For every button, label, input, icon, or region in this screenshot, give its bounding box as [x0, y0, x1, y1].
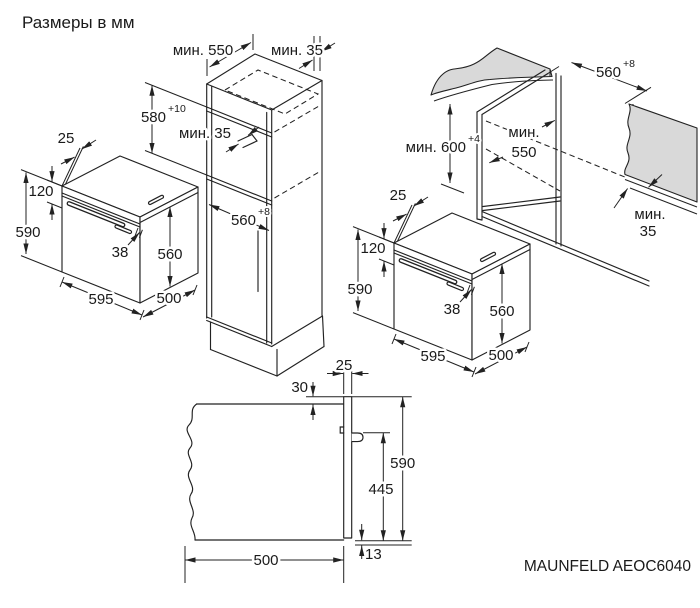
dim-oven-panel-height: 120 — [360, 240, 386, 257]
dim-oven-total-height: 590 — [347, 281, 373, 298]
dim-column-niche-width-tol: +8 — [258, 206, 270, 218]
dim-oven-panel-height: 120 — [28, 183, 54, 200]
dim-uc-worktop-height-tol: +4 — [468, 133, 480, 145]
dim-sv-body-depth: 500 — [253, 552, 279, 569]
dim-column-niche-width: 560 — [230, 212, 256, 229]
dim-uc-niche-width: 560 — [595, 64, 621, 81]
dim-uc-worktop-height: мин. 600 — [405, 139, 466, 156]
dim-oven-body-height: 560 — [157, 246, 183, 263]
dim-sv-handle-to-bottom: 445 — [368, 481, 394, 498]
dim-oven-handle-depth: 38 — [111, 244, 129, 261]
dim-uc-niche-depth-value: 550 — [511, 144, 537, 161]
rear-wall-panel — [625, 104, 697, 202]
oven-isometric-left — [15, 130, 198, 320]
dim-uc-rear-gap-value: 35 — [639, 223, 657, 240]
dim-uc-rear-gap-label: мин. — [634, 206, 666, 223]
drawing-title: Размеры в мм — [22, 13, 135, 32]
dim-oven-width: 595 — [420, 348, 446, 365]
dim-sv-top-overhang: 30 — [291, 379, 308, 396]
side-section-diagram — [185, 357, 415, 583]
dim-oven-handle-depth: 38 — [443, 301, 461, 318]
dim-oven-body-height: 560 — [489, 303, 515, 320]
dim-oven-body-depth: 500 — [488, 347, 514, 364]
dim-uc-niche-width-tol: +8 — [623, 58, 635, 70]
dim-sv-total-height: 590 — [390, 455, 416, 472]
dim-oven-front-overhang: 25 — [57, 130, 75, 147]
model-caption: MAUNFELD AEOC6040 — [523, 558, 691, 575]
dim-oven-front-overhang: 25 — [389, 187, 407, 204]
dim-uc-niche-depth-label: мин. — [508, 124, 540, 141]
dim-oven-total-height: 590 — [15, 224, 41, 241]
dim-oven-width: 595 — [88, 291, 114, 308]
dim-oven-body-depth: 500 — [156, 290, 182, 307]
dim-column-vent-gap: мин. 35 — [179, 125, 231, 142]
dim-sv-door-thickness: 25 — [335, 357, 353, 374]
worktop-slab — [431, 48, 552, 95]
dim-sv-bottom-overhang: 13 — [365, 546, 382, 563]
dim-column-niche-height-tol: +10 — [168, 103, 186, 115]
dim-column-rear-gap: мин. 35 — [271, 42, 323, 59]
dim-column-niche-depth: мин. 550 — [172, 42, 234, 59]
dim-column-niche-height: 580 — [140, 109, 166, 126]
oven-isometric-right — [347, 187, 530, 377]
